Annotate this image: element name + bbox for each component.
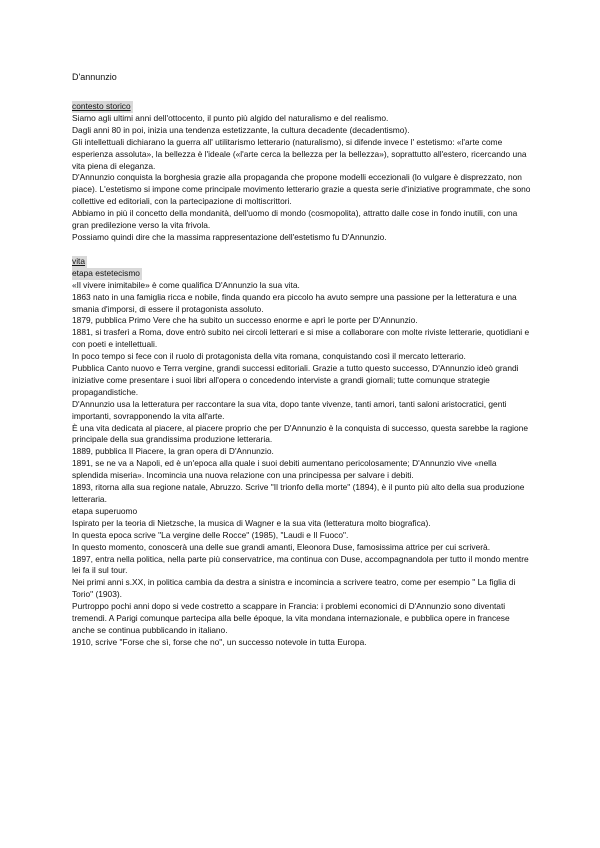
paragraph: D'Annunzio usa la letteratura per raccontare la sua vita, dopo tante vivenze, tanti amori, tanti saloni aristocratici, genti importanti, sovrapponendo la vita all'arte. — [72, 398, 507, 421]
paragraph: 1893, ritorna alla sua regione natale, Abruzzo. Scrive "Il trionfo della morte" (1894), è il punto più alto della sua produzione letteraria. — [72, 482, 525, 504]
paragraph: D'Annunzio conquista la borghesia grazie alla propaganda che propone modelli eccezionali (lo vulgare è disprezzato, non piace). L'estetismo si impone come principale movimento letterario grazie a questa serie d'iniziative programmate, che sono collettive ed editoriali, con la partecipazione di moltiscrittori. — [72, 172, 531, 207]
spacer — [72, 244, 532, 256]
paragraph: 1879, pubblica Primo Vere che ha subito un successo enorme e aprì le porte per D'Annunzio. — [72, 315, 418, 326]
paragraph: 1891, se ne va a Napoli, ed è un'epoca alla quale i suoi debiti aumentano pericolosamente; D'Annunzio vive «nella splendida miseria». Incomincia una nuova relazione con una principessa per salvare i debiti. — [72, 458, 497, 481]
section-heading-vita: vita — [72, 255, 86, 266]
paragraph: 1881, si trasferì a Roma, dove entrò subito nei circoli letterari e si mise a collaborare con molte riviste letterarie, quotidiani e con poeti e intellettuali. — [72, 327, 530, 350]
paragraph: Purtroppo pochi anni dopo si vede costretto a scappare in Francia: i problemi economici di D'Annunzio sono diventati tremendi. A Parigi comunque partecipa alla belle époque, la vita mondana internazionale, e pubblica opere in francese anche se continua pubblicando in italiano. — [72, 601, 510, 635]
paragraph: 1889, pubblica Il Piacere, la gran opera di D'Annunzio. — [72, 446, 274, 457]
paragraph: Siamo agli ultimi anni dell'ottocento, il punto più algido del naturalismo e del realismo. — [72, 112, 389, 123]
paragraph: Abbiamo in più il concetto della mondanità, dell'uomo di mondo (cosmopolita), attratto dalle cose in fondo inutili, con una gran predilezione verso la vita frivola. — [72, 208, 518, 231]
paragraph: Possiamo quindi dire che la massima rappresentazione dell'estetismo fu D'Annunzio. — [72, 231, 387, 242]
paragraph: In questo momento, conoscerà una delle sue grandi amanti, Eleonora Duse, famosissima attrice per cui scriverà. — [72, 541, 491, 552]
document-body — [72, 101, 532, 649]
paragraph: 1863 nato in una famiglia ricca e nobile, finda quando era piccolo ha avuto sempre una passione per la letteratura e una smania d'imporsi, di essere il protagonista assoluto. — [72, 291, 517, 314]
paragraph: Nei primi anni s.XX, in politica cambia da destra a sinistra e incomincia a scrivere teatro, come per esempio " La figlia di Torio" (1903). — [72, 577, 516, 600]
paragraph: 1897, entra nella politica, nella parte più conservatrice, ma continua con Duse, accompagnandola per tutto il mondo mentre lei fa il sul tour. — [72, 553, 529, 576]
paragraph: «Il vivere inimitabile» è come qualifica D'Annunzio la sua vita. — [72, 279, 300, 290]
paragraph: Dagli anni 80 in poi, inizia una tendenza estetizzante, la cultura decadente (decadentismo). — [72, 124, 410, 135]
paragraph: È una vita dedicata al piacere, al piacere proprio che per D'Annunzio è la conquista di successo, questa sarebbe la ragione principale della sua grandissima produzione letteraria. — [72, 422, 528, 445]
subheading-estetecismo: etapa estetecismo — [72, 267, 140, 278]
paragraph: Pubblica Canto nuovo e Terra vergine, grandi successi editoriali. Grazie a tutto questo successo, D'Annunzio ideò grandi iniziative come presentare i suoi libri all'opera o concedendo interviste a grandi giornali; tutte comunque strategie propagandistiche. — [72, 363, 519, 397]
paragraph: In questa epoca scrive "La vergine delle Rocce" (1985), "Laudi e Il Fuoco". — [72, 529, 349, 540]
section-heading-contesto: contesto storico — [72, 101, 131, 111]
subheading-superuomo: etapa superuomo — [72, 505, 138, 516]
paragraph: In poco tempo si fece con il ruolo di protagonista della vita romana, conquistando così il mercato letterario. — [72, 351, 466, 362]
paragraph: Ispirato per la teoria di Nietzsche, la musica di Wagner e la sua vita (letteratura molto biografica). — [72, 517, 431, 528]
paragraph: 1910, scrive "Forse che sì, forse che no", un successo notevole in tutta Europa. — [72, 636, 367, 647]
document-title: D'annunzio — [72, 72, 117, 82]
paragraph: Gli intellettuali dichiarano la guerra all' utilitarismo letterario (naturalismo), si difende invece l' estetismo: «l'arte come esperienza assoluta», la bellezza è l'ideale («l'arte cerca la bellezza per la bellezza»), soprattutto all'estero, ricercando una vita piena di eleganza. — [72, 136, 527, 171]
